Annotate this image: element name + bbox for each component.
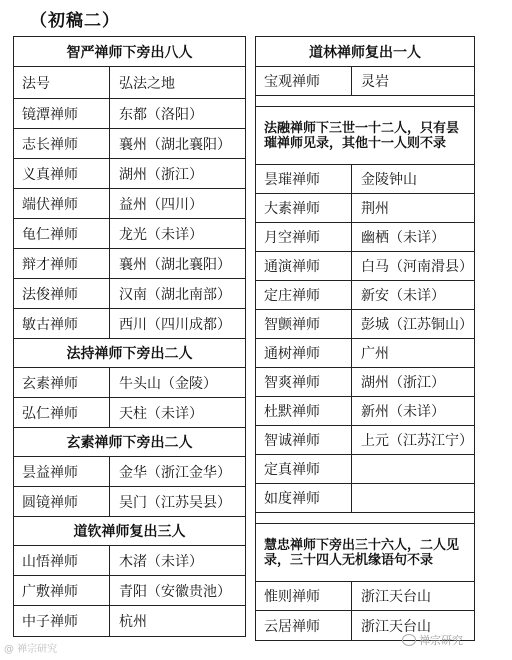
monk-name: 法号: [14, 67, 110, 98]
place-name: 木渚（未详）: [119, 553, 203, 570]
monk-name: 弘仁禅师: [14, 398, 110, 427]
table-row: [14, 248, 245, 278]
place-name: 上元（江苏江宁）: [361, 433, 473, 449]
monk-name: 月空禅师: [256, 223, 352, 251]
table-row: [14, 605, 245, 636]
section-note: 慧忠禅师下旁出三十六人，二人见录，三十四人无机缘语句不录: [264, 537, 460, 568]
place-name: 弘法之地: [119, 75, 175, 92]
monk-name: 端伏禅师: [14, 189, 110, 218]
place-name: 幽栖（未详）: [361, 230, 445, 246]
place-name: 龙光（未详）: [119, 226, 203, 243]
table-row: [14, 66, 245, 98]
monk-name: 如度禅师: [256, 484, 352, 512]
table-row: [14, 218, 245, 248]
place-name: 青阳（安徽贵池）: [119, 583, 231, 600]
monk-name: 义真禅师: [14, 159, 110, 188]
monk-name: 通演禅师: [256, 252, 352, 280]
table-row: [256, 251, 474, 280]
section-header: 玄素禅师下旁出二人: [66, 435, 193, 451]
section-header-row: [14, 338, 245, 367]
table-row: [14, 188, 245, 218]
section-header: 道林禅师复出一人: [309, 44, 421, 61]
monk-name: 智诚禅师: [256, 426, 352, 454]
section-header-row: [14, 37, 245, 66]
table-row: [14, 456, 245, 486]
place-name: 天柱（未详）: [119, 405, 203, 422]
monk-name: 杜默禅师: [256, 397, 352, 425]
wechat-icon: [402, 634, 416, 646]
table-row: [14, 486, 245, 516]
table-row: [14, 98, 245, 128]
monk-name: 惟则禅师: [256, 582, 352, 610]
table-row: [14, 158, 245, 188]
watermark-left: @ 禅宗研究: [4, 644, 58, 655]
document-title: （初稿二）: [30, 11, 120, 31]
left-table: [13, 36, 246, 637]
table-row: [256, 222, 474, 251]
place-name: 荆州: [361, 201, 389, 217]
place-name: 广州: [361, 346, 389, 362]
table-row: [256, 367, 474, 396]
table-row: [14, 545, 245, 575]
place-name: 金陵钟山: [361, 172, 417, 188]
table-row: [256, 396, 474, 425]
table-row: [256, 66, 474, 95]
place-name: 益州（四川）: [119, 196, 203, 213]
table-row: [14, 278, 245, 308]
monk-name: 山悟禅师: [14, 546, 110, 575]
monk-name: 大素禅师: [256, 194, 352, 222]
table-row: [14, 128, 245, 158]
table-row: [14, 308, 245, 338]
monk-name: 智爽禅师: [256, 368, 352, 396]
place-name: 新州（未详）: [361, 404, 445, 420]
place-name: 浙江天台山: [361, 618, 431, 635]
section-header-row: [14, 516, 245, 545]
table-row: [256, 581, 474, 610]
place-name: 彭城（江苏铜山）: [361, 317, 473, 333]
monk-name: 定庄禅师: [256, 281, 352, 309]
table-row: [14, 367, 245, 397]
place-name: 浙江天台山: [361, 589, 431, 605]
right-table: [255, 36, 475, 641]
place-name: [352, 455, 474, 483]
place-name: 东都（洛阳）: [119, 106, 203, 123]
monk-name: 昙璀禅师: [256, 165, 352, 193]
monk-name: 镜潭禅师: [14, 99, 110, 128]
monk-name: 定真禅师: [256, 455, 352, 483]
monk-name: 智颤禅师: [256, 310, 352, 338]
monk-name: 法俊禅师: [14, 279, 110, 308]
section-gap: [256, 512, 474, 523]
table-row: [256, 483, 474, 512]
monk-name: 敏古禅师: [14, 309, 110, 338]
section-note-row: [256, 523, 474, 581]
section-gap: [256, 95, 474, 106]
table-row: [14, 397, 245, 427]
table-row: [256, 309, 474, 338]
table-row: [256, 338, 474, 367]
place-name: 襄州（湖北襄阳）: [119, 136, 231, 153]
section-header-row: [256, 37, 474, 66]
monk-name: 宝观禅师: [256, 67, 352, 95]
place-name: [352, 484, 474, 512]
place-name: 吴门（江苏吴县）: [119, 494, 231, 511]
place-name: 湖州（浙江）: [119, 166, 203, 183]
section-note: 法融禅师下三世一十二人，只有昙璀禅师见录，其他十一人则不录: [264, 120, 460, 151]
place-name: 汉南（湖北南部）: [119, 286, 231, 303]
monk-name: 中子禅师: [14, 606, 110, 636]
place-name: 湖州（浙江）: [361, 375, 445, 391]
monk-name: 玄素禅师: [14, 368, 110, 397]
place-name: 金华（浙江金华）: [119, 464, 231, 481]
section-header: 智严禅师下旁出八人: [66, 44, 193, 61]
monk-name: 圆镜禅师: [14, 487, 110, 516]
table-row: [256, 280, 474, 309]
place-name: 白马（河南滑县）: [361, 259, 473, 275]
section-note-row: [256, 106, 474, 164]
place-name: 灵岩: [361, 74, 389, 90]
table-row: [14, 575, 245, 605]
place-name: 牛头山（金陵）: [119, 375, 217, 392]
monk-name: 广敷禅师: [14, 576, 110, 605]
table-row: [256, 193, 474, 222]
place-name: 西川（四川成都）: [119, 316, 231, 333]
monk-name: 通树禅师: [256, 339, 352, 367]
place-name: 杭州: [119, 614, 147, 630]
place-name: 新安（未详）: [361, 288, 445, 304]
monk-name: 云居禅师: [256, 611, 352, 640]
section-header: 道钦禅师复出三人: [73, 524, 186, 540]
monk-name: 昙益禅师: [14, 457, 110, 486]
table-row: [256, 425, 474, 454]
place-name: 襄州（湖北襄阳）: [119, 256, 231, 273]
monk-name: 龟仁禅师: [14, 219, 110, 248]
watermark-right: [402, 632, 463, 648]
table-row: [256, 454, 474, 483]
monk-name: 志长禅师: [14, 129, 110, 158]
section-header: 法持禅师下旁出二人: [66, 346, 193, 362]
monk-name: 辩才禅师: [14, 249, 110, 278]
watermark-right-text: 禅宗研究: [419, 634, 463, 647]
table-row: [256, 164, 474, 193]
section-header-row: [14, 427, 245, 456]
